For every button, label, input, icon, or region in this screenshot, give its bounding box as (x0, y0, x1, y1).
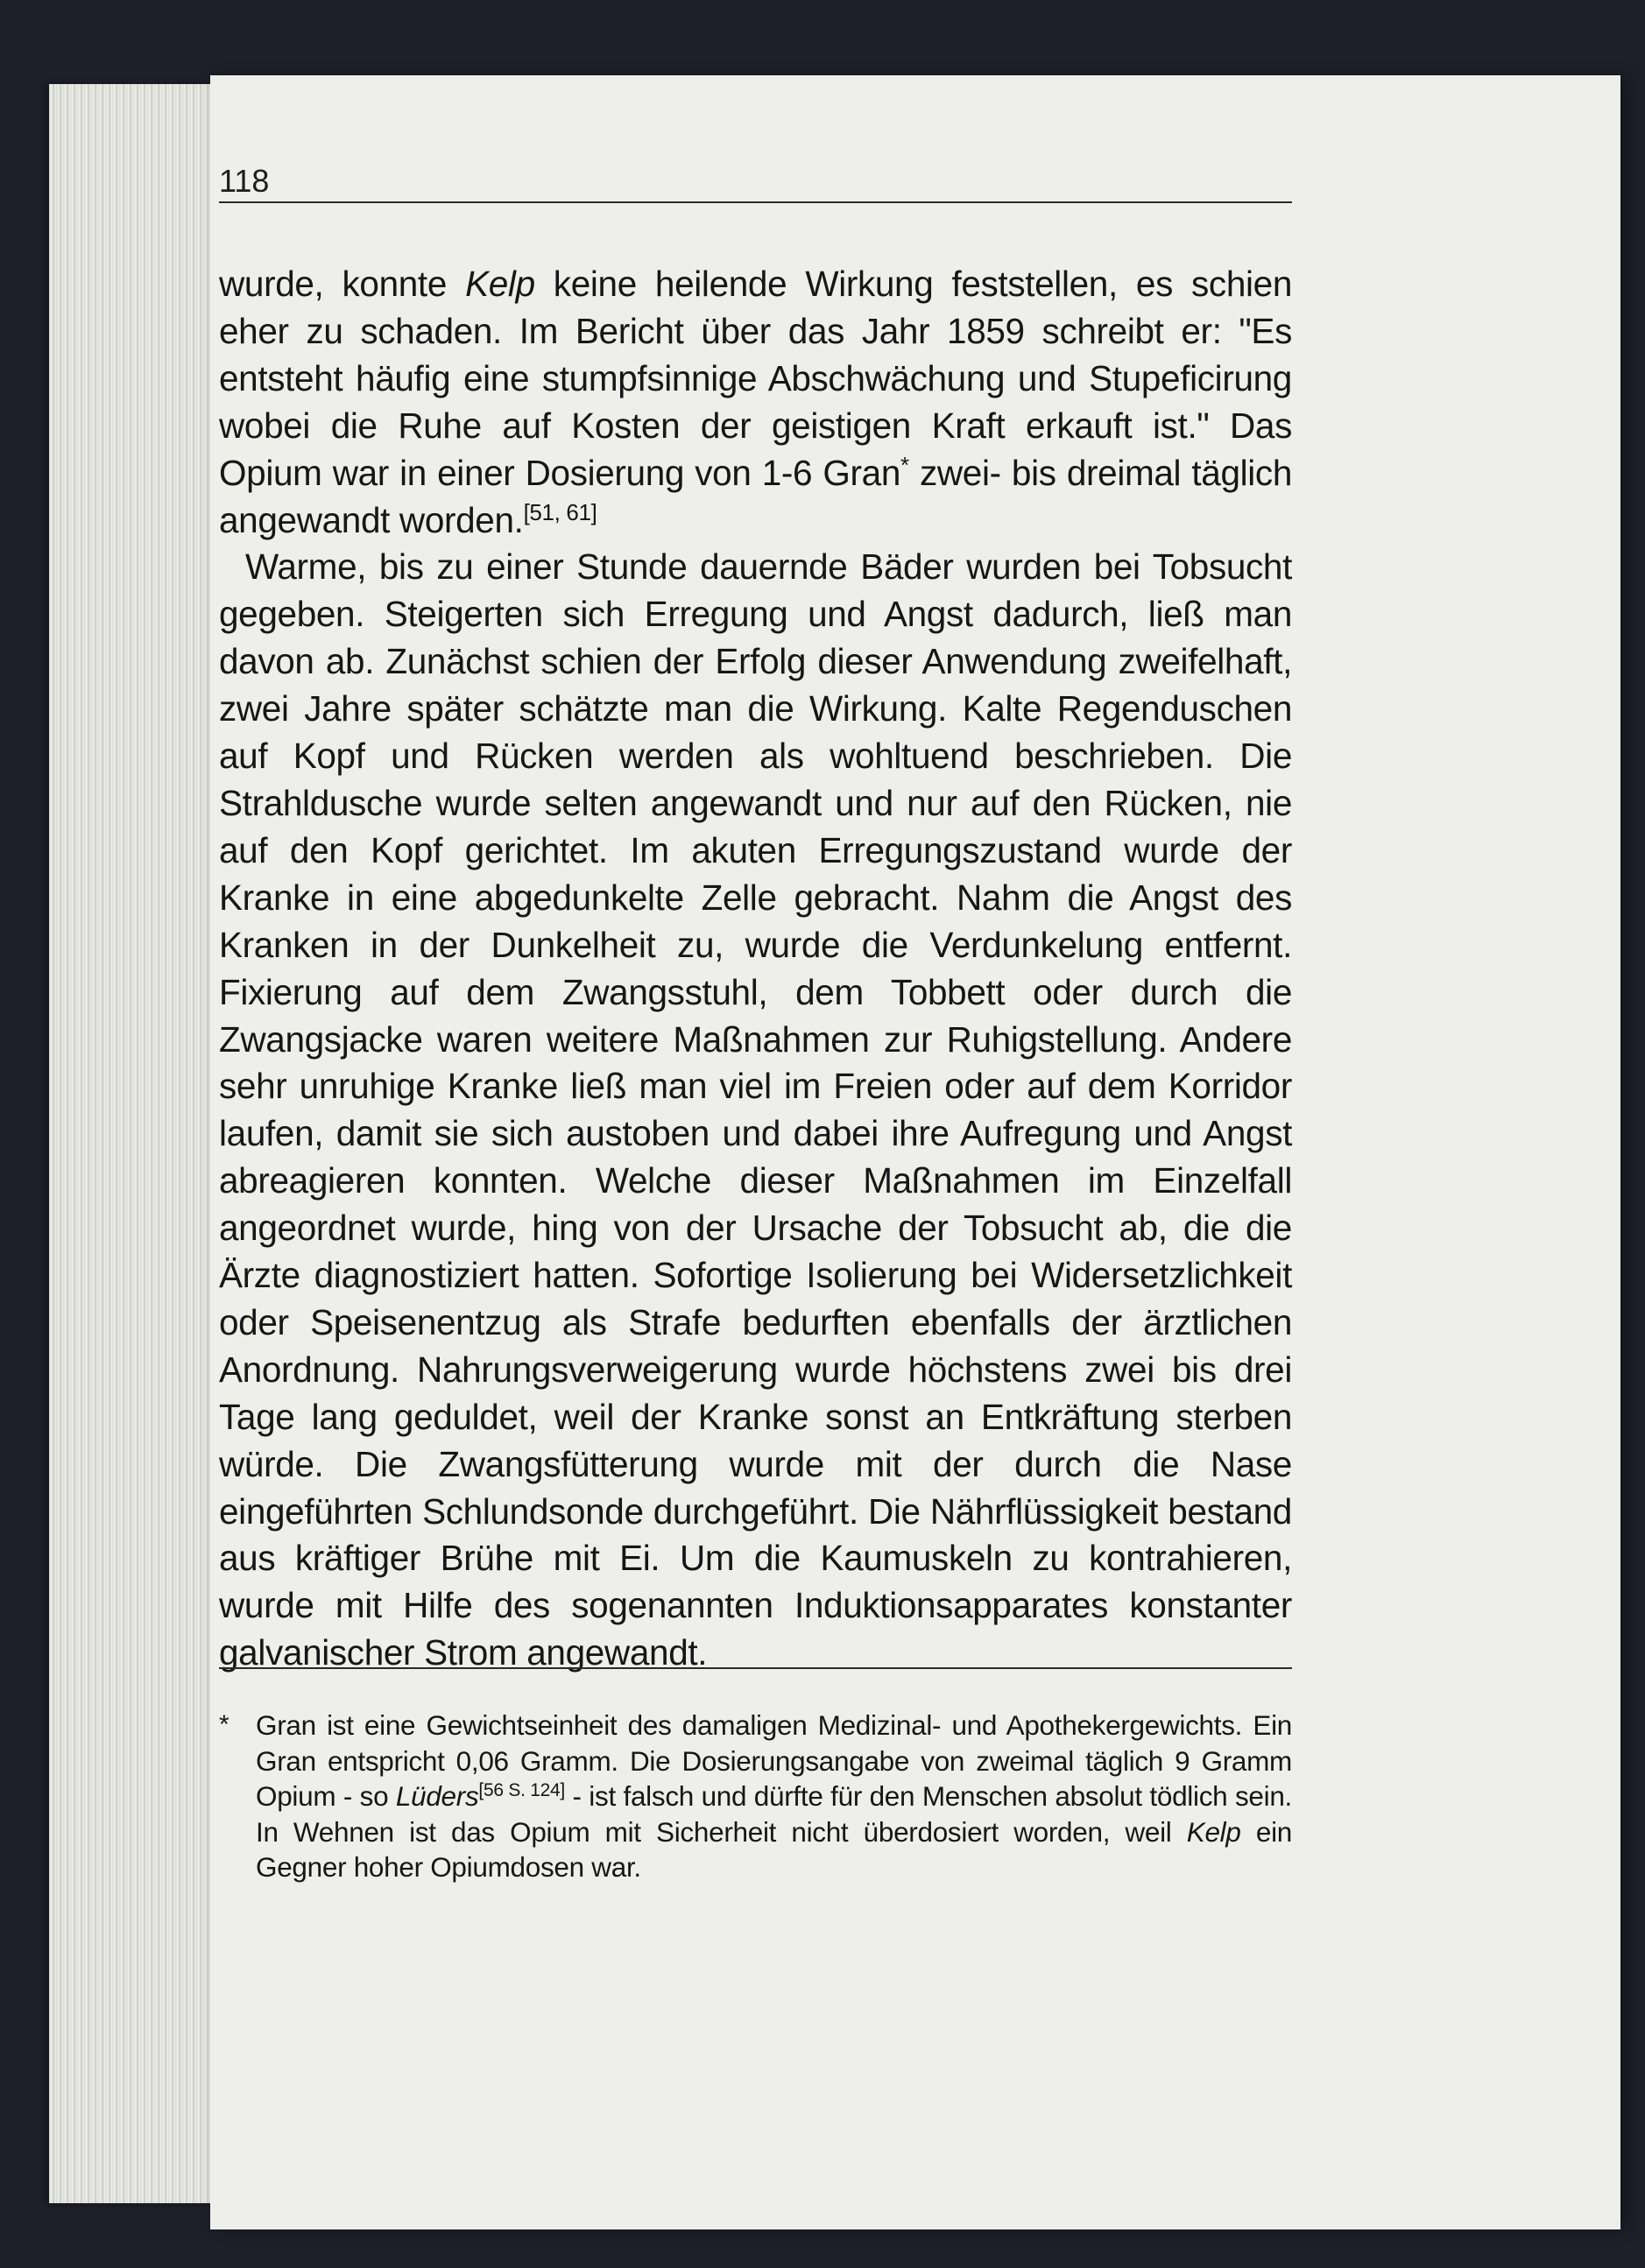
footnote-rule (219, 1667, 1292, 1669)
p1-text-2: keine heilende Wirkung feststellen, es schien eher zu schaden. Im Bericht über das Jahr 1859 schreibt er: "Es entsteht häufig eine stumpfsinnige Abschwächung und Stupeficirung wobei die Ruhe auf Kosten der geistigen Kraft erkauft ist." Das Opium war in einer Dosierung von 1-6 Gran (219, 264, 1293, 493)
p1-text-3: zwei- bis dreimal täglich angewandt worden. (219, 452, 1292, 540)
footnote-text (256, 1708, 1292, 1885)
paragraph-2: Warme, bis zu einer Stunde dauernde Bäder wurden bei Tobsucht gegeben. Steigerten sich Erregung und Angst dadurch, ließ man davon ab. Zunächst schien der Erfolg dieser Anwendung zweifelhaft, zwei Jahre später schätzte man die Wirkung. Kalte Regenduschen auf Kopf und Rücken werden als wohltuend beschrieben. Die Strahldusche wurde selten angewandt und nur auf den Rücken, nie auf den Kopf gerichtet. Im akuten Erregungszustand wurde der Kranke in eine abgedunkelte Zelle gebracht. Nahm die Angst des Kranken in der Dunkelheit zu, wurde die Verdunkelung entfernt. Fixierung auf dem Zwangsstuhl, dem Tobbett oder durch die Zwangsjacke waren weitere Maßnahmen zur Ruhigstellung. Andere sehr unruhige Kranke ließ man viel im Freien oder auf dem Korridor laufen, damit sie sich austoben und dabei ihre Aufregung und Angst abreagieren konnten. Welche dieser Maßnahmen im Einzelfall angeordnet wurde, hing von der Ursache der Tobsucht ab, die die Ärzte diagnostiziert hatten. Sofortige Isolierung bei Widersetzlichkeit oder Speisenentzug als Strafe bedurften ebenfalls der ärztlichen Anordnung. Nahrungsverweigerung wurde höchstens zwei bis drei Tage lang geduldet, weil der Kranke sonst an Entkräftung sterben würde. Die Zwangsfütterung wurde mit der durch die Nase eingeführten Schlundsonde durchgeführt. Die Nährflüssigkeit bestand aus kräftiger Brühe mit Ei. Um die Kaumuskeln zu kontrahieren, wurde mit Hilfe des sogenannten Induktionsapparates konstanter galvanischer Strom angewandt. (219, 546, 1292, 1673)
page-number: 118 (219, 163, 270, 199)
fn-reference: [56 S. 124] (478, 1780, 565, 1800)
p1-text-1: wurde, konnte (219, 264, 466, 304)
body-text (219, 261, 1292, 1677)
page-edges (49, 84, 224, 2203)
footnote-mark: * (219, 1710, 229, 1739)
fn-text-1: Gran ist eine Gewichtseinheit des damaligen Medizinal- und Apothekergewichts. Ein Gran entspricht 0,06 Gramm. Die Dosierungsangabe von zweimal täglich 9 Gramm Opium - so (256, 1709, 1292, 1812)
footnote-marker: * (900, 451, 909, 478)
footnote (219, 1708, 1292, 1885)
p1-reference: [51, 61] (523, 498, 597, 525)
paragraph-1 (219, 261, 1292, 544)
header-rule (219, 201, 1292, 203)
fn-text-2: - ist falsch und dürfte für den Menschen absolut tödlich sein. In Wehnen ist das Opium mit Sicherheit nicht überdosiert worden, weil (256, 1780, 1292, 1848)
p1-kelp: Kelp (465, 264, 535, 304)
fn-lueders: Lüders (395, 1780, 479, 1812)
fn-text-3: ein Gegner hoher Opiumdosen war. (256, 1815, 1293, 1883)
fn-kelp: Kelp (1186, 1815, 1241, 1848)
